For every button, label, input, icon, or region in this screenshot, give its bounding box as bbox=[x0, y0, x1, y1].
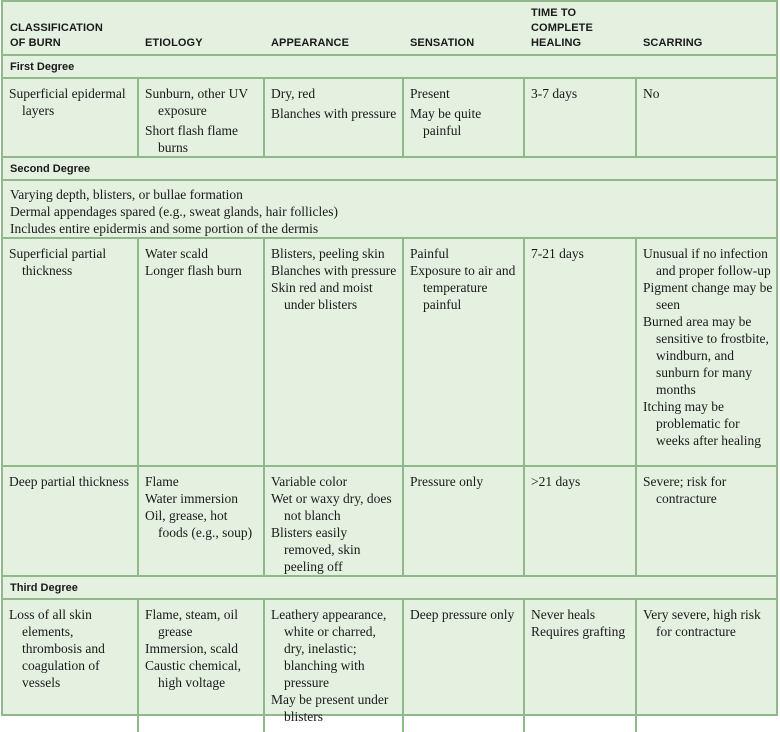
cell-item: Burned area may be sensitive to frostbite, windburn, and sunburn for many months bbox=[643, 314, 769, 397]
table-row bbox=[3, 599, 778, 732]
cell-item: Very severe, high risk for contracture bbox=[643, 607, 761, 639]
cell-item: Sunburn, other UV exposure bbox=[145, 86, 248, 118]
section-notes bbox=[3, 180, 778, 238]
header-scarring bbox=[636, 2, 778, 55]
cell-item: 7-21 days bbox=[531, 246, 584, 261]
table-cell bbox=[636, 466, 778, 576]
table-cell bbox=[403, 599, 524, 732]
cell-item: Requires grafting bbox=[531, 624, 626, 639]
table-cell bbox=[138, 78, 264, 157]
cell-item: Water immersion bbox=[145, 491, 239, 506]
cell-item: 3-7 days bbox=[531, 86, 578, 101]
cell-item: Blanches with pressure bbox=[271, 263, 397, 278]
cell-item: Never heals bbox=[531, 607, 596, 622]
cell-item: Water scald bbox=[145, 246, 209, 261]
section-third-degree bbox=[3, 576, 778, 599]
table-cell bbox=[264, 466, 403, 576]
header-line: HEALING bbox=[531, 37, 582, 49]
header-healing-time bbox=[524, 2, 636, 55]
table-cell bbox=[403, 238, 524, 466]
table-cell bbox=[403, 78, 524, 157]
cell-item: Variable color bbox=[271, 474, 348, 489]
cell-item: Blanches with pressure bbox=[271, 106, 397, 121]
cell-item: Painful bbox=[410, 246, 449, 261]
header-line: TIME TO COMPLETE bbox=[531, 7, 593, 34]
burn-classification-table bbox=[1, 0, 778, 724]
header-line: CLASSIFICATION bbox=[10, 22, 103, 34]
cell-item: Itching may be problematic for weeks after healing bbox=[643, 399, 761, 448]
cell-item: Short flash flame burns bbox=[145, 123, 238, 155]
header-classification bbox=[3, 2, 138, 55]
cell-item: Severe; risk for contracture bbox=[643, 474, 727, 506]
table-cell bbox=[264, 78, 403, 157]
table-cell bbox=[524, 599, 636, 732]
table-cell bbox=[636, 599, 778, 732]
note-line: Includes entire epidermis and some portion of the dermis bbox=[10, 221, 319, 236]
cell-item: May be present under blisters bbox=[271, 692, 389, 724]
table-cell bbox=[3, 599, 138, 732]
table-row bbox=[3, 78, 778, 157]
cell-item: Blisters easily removed, skin peeling off bbox=[271, 525, 361, 574]
note-line: Dermal appendages spared (e.g., sweat glands, hair follicles) bbox=[10, 204, 339, 219]
cell-item: Caustic chemical, high voltage bbox=[145, 658, 241, 690]
header-appearance bbox=[264, 2, 403, 55]
section-title: Third Degree bbox=[3, 576, 778, 599]
cell-item: Leathery appearance, white or charred, dry, inelastic; blanching with pressure bbox=[271, 607, 387, 690]
cell-item: Longer flash burn bbox=[145, 263, 242, 278]
notes-cell bbox=[3, 180, 778, 238]
table-cell bbox=[524, 238, 636, 466]
table-cell bbox=[3, 466, 138, 576]
cell-item: Oil, grease, hot foods (e.g., soup) bbox=[145, 508, 253, 540]
cell-item: Flame bbox=[145, 474, 179, 489]
table-cell bbox=[138, 238, 264, 466]
cell-item: Dry, red bbox=[271, 86, 316, 101]
section-second-degree bbox=[3, 157, 778, 180]
table-cell bbox=[3, 78, 138, 157]
cell-item: May be quite painful bbox=[410, 106, 482, 138]
cell-item: Exposure to air and temperature painful bbox=[410, 263, 516, 312]
cell-item: >21 days bbox=[531, 474, 581, 489]
cell-item: Superficial partial thickness bbox=[9, 246, 107, 278]
header-line: SCARRING bbox=[643, 37, 703, 49]
table-cell bbox=[403, 466, 524, 576]
note-line: Varying depth, blisters, or bullae formation bbox=[10, 187, 243, 202]
cell-item: Skin red and moist under blisters bbox=[271, 280, 373, 312]
cell-item: Flame, steam, oil grease bbox=[145, 607, 238, 639]
table-cell bbox=[3, 238, 138, 466]
cell-item: Pigment change may be seen bbox=[643, 280, 773, 312]
header-sensation bbox=[403, 2, 524, 55]
header-line: ETIOLOGY bbox=[145, 37, 203, 49]
header-row bbox=[3, 2, 778, 55]
table-cell bbox=[138, 466, 264, 576]
table-cell bbox=[524, 466, 636, 576]
table-cell bbox=[524, 78, 636, 157]
table-row bbox=[3, 466, 778, 576]
table-row bbox=[3, 238, 778, 466]
table-cell bbox=[636, 78, 778, 157]
cell-item: Superficial epidermal layers bbox=[9, 86, 126, 118]
cell-item: Loss of all skin elements, thrombosis and coagulation of vessels bbox=[9, 607, 105, 690]
table bbox=[3, 2, 778, 732]
cell-item: Immersion, scald bbox=[145, 641, 238, 656]
table-cell bbox=[264, 238, 403, 466]
cell-item: Deep pressure only bbox=[410, 607, 515, 622]
cell-item: Present bbox=[410, 86, 450, 101]
cell-item: Blisters, peeling skin bbox=[271, 246, 385, 261]
table-cell bbox=[636, 238, 778, 466]
cell-item: Wet or waxy dry, does not blanch bbox=[271, 491, 392, 523]
cell-item: Unusual if no infection and proper follow-up bbox=[643, 246, 771, 278]
header-etiology bbox=[138, 2, 264, 55]
table-cell bbox=[138, 599, 264, 732]
header-line: APPEARANCE bbox=[271, 37, 350, 49]
header-line: SENSATION bbox=[410, 37, 475, 49]
section-title: First Degree bbox=[3, 55, 778, 78]
cell-item: Pressure only bbox=[410, 474, 484, 489]
cell-item: No bbox=[643, 86, 660, 101]
cell-item: Deep partial thickness bbox=[9, 474, 129, 489]
section-title: Second Degree bbox=[3, 157, 778, 180]
section-first-degree bbox=[3, 55, 778, 78]
table-cell bbox=[264, 599, 403, 732]
header-line: OF BURN bbox=[10, 37, 61, 49]
